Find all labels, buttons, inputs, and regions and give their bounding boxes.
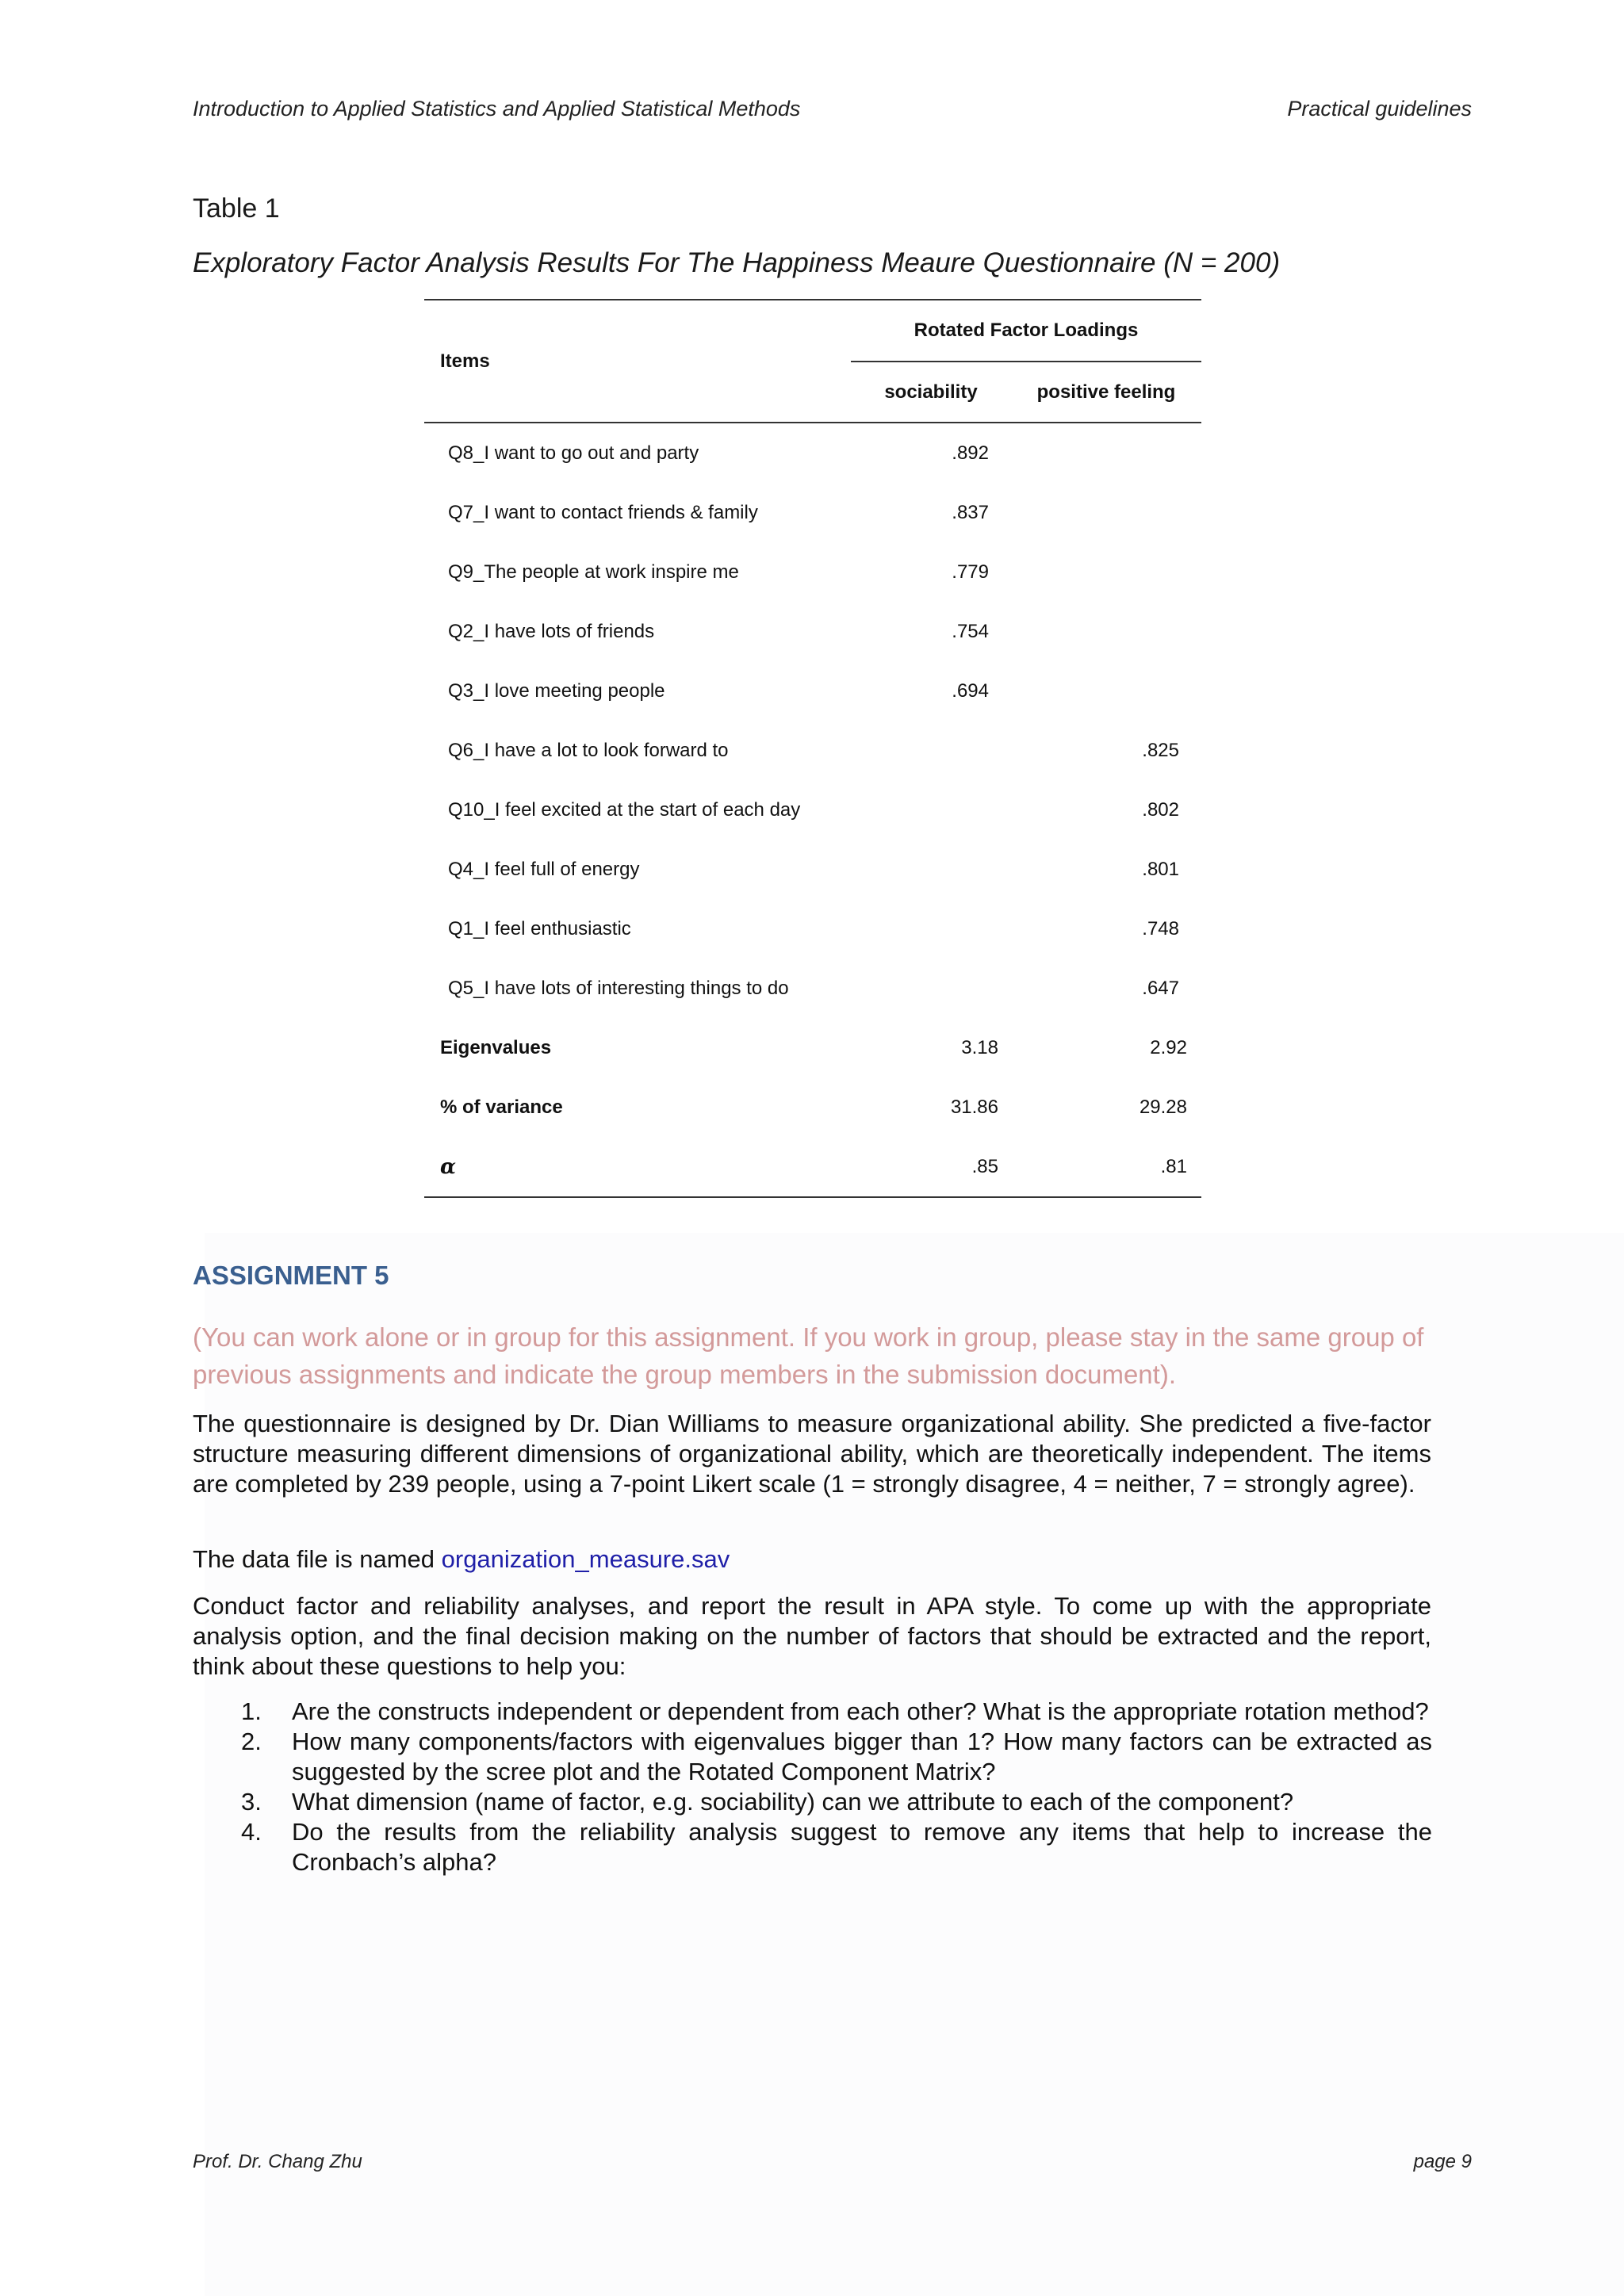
table-row — [424, 899, 1201, 959]
summary-label: Eigenvalues — [440, 1036, 552, 1058]
running-header-title: Introduction to Applied Statistics and Applied Statistical Methods — [193, 97, 801, 121]
sociability-summary-value: 3.18 — [961, 1036, 998, 1058]
table-row — [424, 542, 1201, 602]
item-label: Q8_I want to go out and party — [448, 442, 699, 464]
positive-feeling-loading — [1011, 423, 1201, 483]
positive-feeling-loading: .825 — [1142, 739, 1179, 761]
summary-label: % of variance — [440, 1096, 563, 1118]
item-label: Q3_I love meeting people — [448, 679, 665, 702]
item-label: Q4_I feel full of energy — [448, 858, 640, 880]
positive-feeling-column-header: positive feeling — [1011, 362, 1201, 423]
sociability-summary-value: 31.86 — [950, 1096, 998, 1118]
sociability-loading: .779 — [952, 561, 989, 583]
positive-feeling-summary-value: 29.28 — [1139, 1096, 1187, 1118]
sociability-loading: .694 — [952, 679, 989, 702]
table-row — [424, 780, 1201, 840]
question-text: How many components/factors with eigenvalues bigger than 1? How many factors can be extracted as suggested by the scree plot and the Rotated Component Matrix? — [292, 1728, 1432, 1785]
item-label: Q10_I feel excited at the start of each day — [448, 798, 801, 821]
table-row — [424, 840, 1201, 899]
question-item — [236, 1697, 1432, 1727]
item-label: Q7_I want to contact friends & family — [448, 501, 758, 523]
assignment-group-note: (You can work alone or in group for this assignment. If you work in group, please stay in the same group of previous assignments and indicate the group members in the submission document). — [193, 1322, 1424, 1389]
running-header-section: Practical guidelines — [1287, 97, 1472, 121]
factor-analysis-table — [424, 299, 1201, 1198]
sociability-loading — [851, 721, 1011, 780]
assignment-description: The questionnaire is designed by Dr. Dian Williams to measure organizational ability. She predicted a five-factor structure measuring different dimensions of organizational ability, which are theoretically independent. The items are completed by 239 people, using a 7-point Likert scale (1 = strongly disagree, 4 = neither, 7 = strongly agree). — [193, 1410, 1431, 1498]
question-text: Do the results from the reliability analysis suggest to remove any items that help to increase the Cronbach’s alpha? — [292, 1818, 1432, 1876]
question-number: 1. — [241, 1697, 262, 1725]
data-file-label: The data file is named — [193, 1545, 442, 1573]
item-label: Q9_The people at work inspire me — [448, 561, 739, 583]
sociability-summary-value: .85 — [851, 1137, 1011, 1197]
data-file-paragraph — [193, 1544, 1431, 1575]
table-row — [424, 602, 1201, 661]
sociability-loading: .892 — [952, 442, 989, 464]
table-title: Exploratory Factor Analysis Results For The Happiness Meaure Questionnaire (N = 200) — [193, 247, 1281, 278]
item-label: Q5_I have lots of interesting things to do — [448, 977, 789, 999]
sociability-loading — [851, 780, 1011, 840]
items-column-header: Items — [424, 300, 851, 423]
question-item — [236, 1817, 1432, 1877]
positive-feeling-loading: .801 — [1142, 858, 1179, 880]
question-number: 3. — [241, 1788, 262, 1816]
question-item — [236, 1727, 1432, 1787]
question-number: 4. — [241, 1818, 262, 1846]
assignment-heading: ASSIGNMENT 5 — [193, 1261, 389, 1290]
sociability-loading — [851, 899, 1011, 959]
question-text: Are the constructs independent or dependent from each other? What is the appropriate rotation method? — [292, 1697, 1429, 1725]
question-text: What dimension (name of factor, e.g. sociability) can we attribute to each of the component? — [292, 1788, 1294, 1816]
summary-label: α — [424, 1137, 851, 1197]
item-label: Q2_I have lots of friends — [448, 620, 655, 642]
positive-feeling-loading — [1011, 483, 1201, 542]
positive-feeling-loading — [1011, 602, 1201, 661]
rotated-loadings-header: Rotated Factor Loadings — [851, 300, 1201, 362]
question-list — [236, 1697, 1432, 1877]
table-row — [424, 959, 1201, 1018]
table-row — [424, 721, 1201, 780]
positive-feeling-loading — [1011, 542, 1201, 602]
table-row — [424, 661, 1201, 721]
instructions-paragraph: Conduct factor and reliability analyses, and report the result in APA style. To come up with the appropriate analysis option, and the final decision making on the number of factors that should be extracted and the report, think about these questions to help you: — [193, 1592, 1431, 1680]
question-number: 2. — [241, 1728, 262, 1755]
sociability-loading — [851, 840, 1011, 899]
data-file-link[interactable]: organization_measure.sav — [441, 1545, 730, 1573]
positive-feeling-summary-value: 2.92 — [1150, 1036, 1187, 1058]
question-item — [236, 1787, 1432, 1817]
positive-feeling-loading: .647 — [1142, 977, 1179, 999]
summary-row — [424, 1077, 1201, 1137]
table-row — [424, 483, 1201, 542]
item-label: Q1_I feel enthusiastic — [448, 917, 631, 939]
sociability-column-header: sociability — [851, 362, 1011, 423]
sociability-loading: .837 — [952, 501, 989, 523]
table-row — [424, 423, 1201, 483]
summary-row — [424, 1137, 1201, 1197]
positive-feeling-loading: .748 — [1142, 917, 1179, 939]
summary-row — [424, 1018, 1201, 1077]
positive-feeling-loading: .802 — [1142, 798, 1179, 821]
table-number: Table 1 — [193, 193, 280, 224]
positive-feeling-loading — [1011, 661, 1201, 721]
item-label: Q6_I have a lot to look forward to — [448, 739, 729, 761]
positive-feeling-summary-value: .81 — [1011, 1137, 1201, 1197]
footer-page-number: page 9 — [1413, 2151, 1472, 2172]
sociability-loading — [851, 959, 1011, 1018]
sociability-loading: .754 — [952, 620, 989, 642]
footer-author: Prof. Dr. Chang Zhu — [193, 2151, 362, 2172]
